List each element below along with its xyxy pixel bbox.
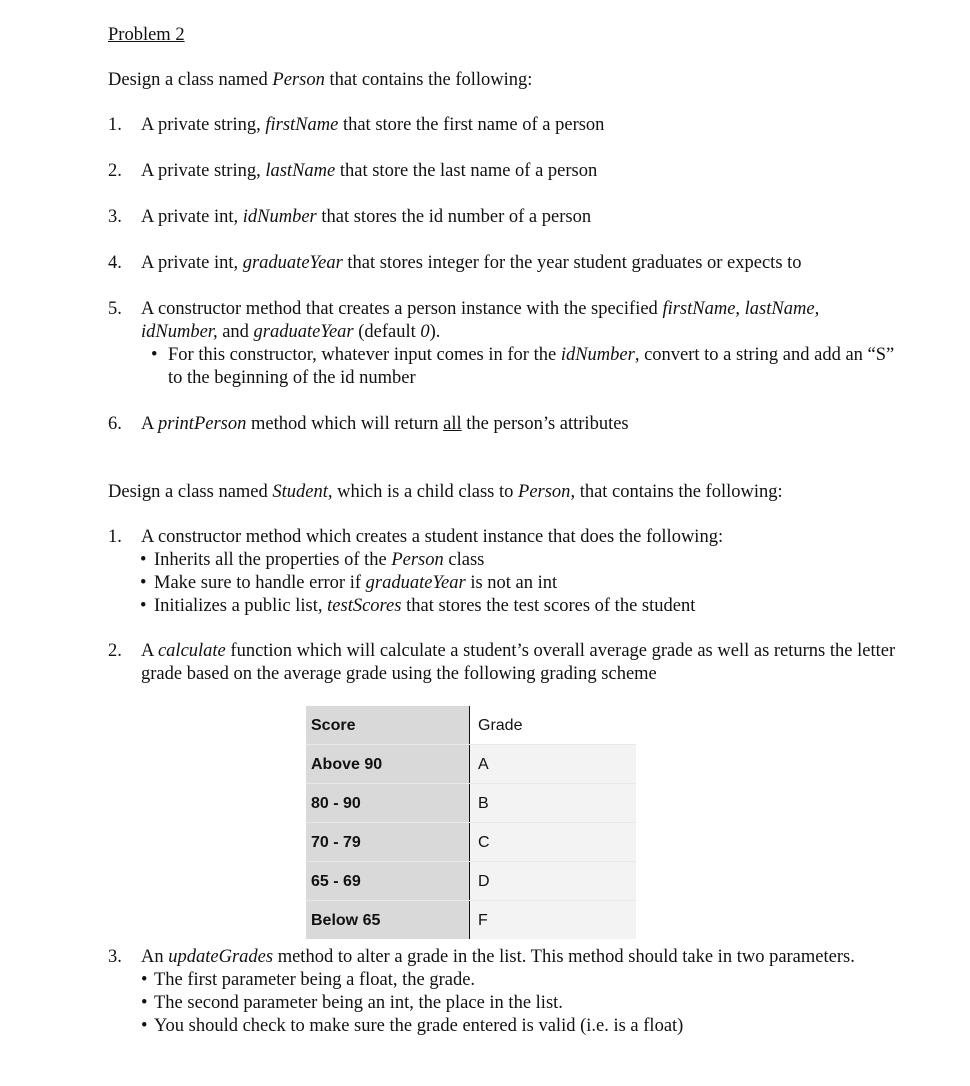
item-text: , [735, 299, 745, 319]
item-emphasis: firstName [662, 299, 736, 319]
item-emphasis: 0 [420, 322, 430, 342]
person-requirements-list [108, 114, 908, 436]
item-emphasis: idNumber [560, 345, 635, 365]
list-item [141, 595, 908, 618]
grade-cell: F [470, 901, 637, 940]
item-text: A constructor method which creates a student instance that does the following: [141, 527, 724, 547]
item-text: that store the first name of a person [338, 115, 605, 135]
list-item [141, 572, 908, 595]
item-number: 3. [108, 947, 122, 967]
item-text: (default [353, 322, 421, 342]
item-text: A private int, [141, 253, 243, 273]
item-number: 3. [108, 207, 122, 227]
update-grades-sub-list [141, 969, 908, 1038]
item-text: A private string, [141, 161, 266, 181]
item-text: A private int, [141, 207, 243, 227]
item-text: that stores the test scores of the student [401, 596, 696, 616]
item-text: method which will return [246, 414, 444, 434]
list-item [141, 549, 908, 572]
item-emphasis: firstName [265, 115, 339, 135]
list-item: • The second parameter being an int, the place in the list. [141, 992, 908, 1015]
item-text: A [141, 641, 158, 661]
list-item [108, 640, 908, 686]
person-intro [108, 69, 908, 92]
header-grade: Grade [470, 706, 637, 745]
person-intro-before: Design a class named [108, 70, 273, 90]
student-intro-before: Design a class named [108, 482, 273, 502]
grade-cell: D [470, 862, 637, 901]
item-number: 6. [108, 414, 122, 434]
item-emphasis: graduateYear [253, 322, 354, 342]
list-item: • You should check to make sure the grade entered is valid (i.e. is a float) [141, 1015, 908, 1038]
score-cell: Below 65 [306, 901, 470, 940]
item-text: that stores the id number of a person [316, 207, 592, 227]
list-item [108, 298, 908, 390]
item-number: 5. [108, 299, 122, 319]
list-item [108, 160, 908, 183]
item-text: , [814, 299, 820, 319]
item-emphasis: idNumber, [141, 322, 218, 342]
item-number: 1. [108, 115, 122, 135]
list-item [108, 252, 908, 275]
item-emphasis: printPerson [157, 414, 247, 434]
item-emphasis: calculate [157, 641, 226, 661]
item-text: that stores integer for the year student graduates or expects to [342, 253, 802, 273]
score-cell: Above 90 [306, 745, 470, 784]
list-item [108, 946, 908, 1038]
grade-cell: B [470, 784, 637, 823]
item-number: 2. [108, 161, 122, 181]
grade-cell: A [470, 745, 637, 784]
student-intro-after: , that contains the following: [570, 482, 783, 502]
item-text: A private string, [141, 115, 266, 135]
item-emphasis: lastName [744, 299, 815, 319]
person-intro-after: that contains the following: [324, 70, 533, 90]
list-item: • The first parameter being a float, the grade. [141, 969, 908, 992]
table-row [306, 823, 636, 862]
item-text: Inherits all the properties of the [154, 550, 392, 570]
list-item [141, 344, 908, 390]
problem-title: Problem 2 [108, 25, 185, 45]
item-text: class [443, 550, 485, 570]
table-row [306, 862, 636, 901]
item-text: Make sure to handle error if [154, 573, 366, 593]
grading-scheme-table [306, 706, 636, 939]
list-item [108, 206, 908, 229]
score-cell: 70 - 79 [306, 823, 470, 862]
student-intro-mid: which is a child class to [332, 482, 519, 502]
item-text: function which will calculate a student’s overall average grade as well as returns the letter grade based on the average grade using the following grading scheme [141, 641, 896, 684]
constructor-sub-list [141, 344, 908, 390]
item-text: , convert to a string and add an “S” to the beginning of the id number [168, 345, 895, 388]
item-text: the person’s attributes [461, 414, 629, 434]
item-text: A [141, 414, 158, 434]
item-text: For this constructor, whatever input comes in for the [168, 345, 561, 365]
item-text: ). [429, 322, 441, 342]
list-item [108, 114, 908, 137]
item-emphasis: graduateYear [365, 573, 466, 593]
item-number: 2. [108, 641, 122, 661]
score-cell: 80 - 90 [306, 784, 470, 823]
student-intro [108, 481, 908, 504]
list-item [108, 526, 908, 618]
item-emphasis: testScores [327, 596, 402, 616]
item-text: is not an int [465, 573, 558, 593]
item-text: An [141, 947, 169, 967]
item-emphasis: graduateYear [242, 253, 343, 273]
item-text: and [217, 322, 254, 342]
table-row [306, 745, 636, 784]
item-underline: all [443, 414, 462, 434]
grade-cell: C [470, 823, 637, 862]
item-number: 4. [108, 253, 122, 273]
parent-class-name: Person [518, 482, 571, 502]
item-emphasis: lastName [265, 161, 336, 181]
item-text: that store the last name of a person [335, 161, 598, 181]
item-number: 1. [108, 527, 122, 547]
student-class-name: Student, [272, 482, 333, 502]
table-header-row [306, 706, 636, 745]
list-item [108, 413, 908, 436]
item-text: method to alter a grade in the list. This method should take in two parameters. [273, 947, 855, 967]
person-class-name: Person [272, 70, 325, 90]
table-row [306, 901, 636, 940]
student-constructor-sub-list [141, 549, 908, 618]
item-text: Initializes a public list, [154, 596, 328, 616]
score-cell: 65 - 69 [306, 862, 470, 901]
header-score: Score [306, 706, 470, 745]
item-emphasis: updateGrades [168, 947, 274, 967]
item-emphasis: Person [391, 550, 444, 570]
item-text: A constructor method that creates a person instance with the specified [141, 299, 663, 319]
table-row [306, 784, 636, 823]
item-emphasis: idNumber [242, 207, 317, 227]
